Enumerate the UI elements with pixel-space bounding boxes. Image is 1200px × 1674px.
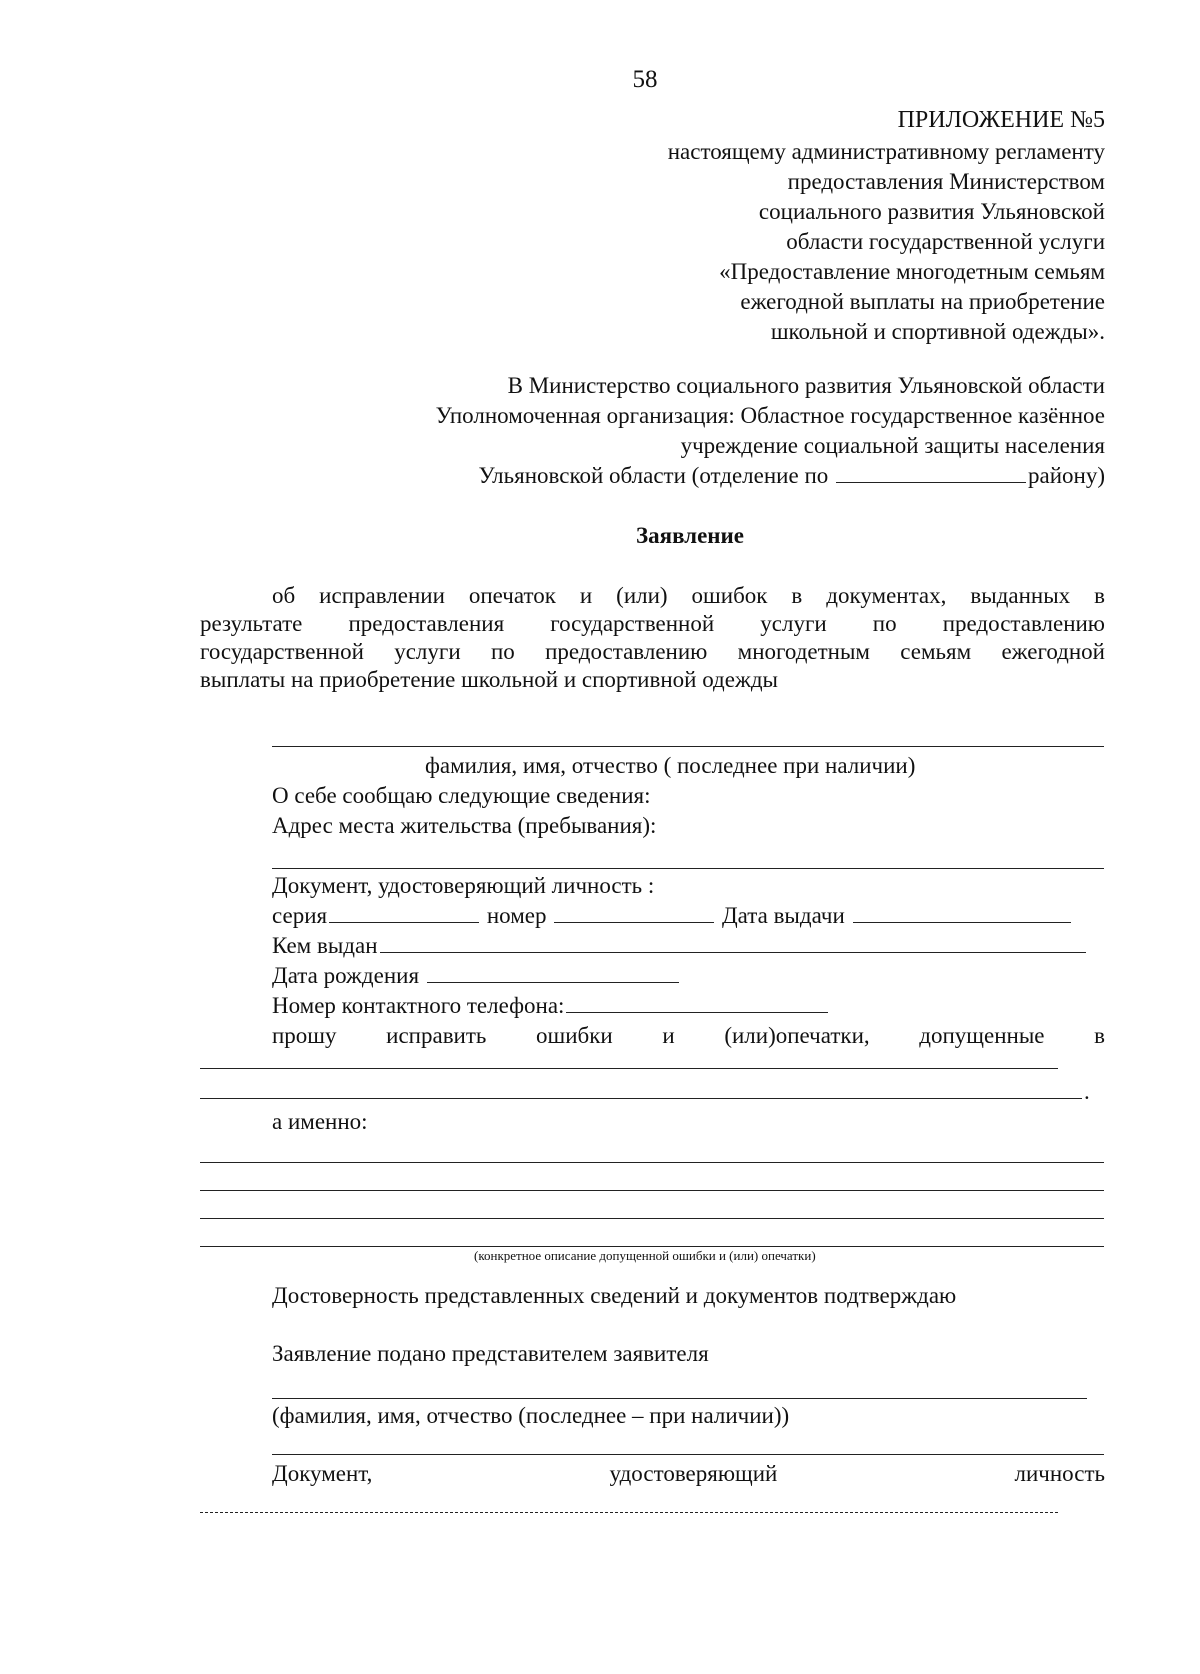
appendix-line: настоящему административному регламенту — [667, 139, 1105, 164]
intro-line: результате предоставления государственной услуги по предоставлению — [200, 611, 1105, 636]
request-field[interactable] — [200, 1098, 1082, 1099]
intro-line: государственной услуги по предоставлению многодетным семьям ежегодной — [200, 639, 1105, 664]
birth-date-field[interactable] — [427, 962, 679, 983]
appendix-line: школьной и спортивной одежды». — [770, 319, 1105, 344]
about-self-label: О себе сообщаю следующие сведения: — [272, 783, 651, 808]
phone-label: Номер контактного телефона: — [272, 993, 565, 1018]
issued-by-label: Кем выдан — [272, 933, 378, 958]
request-field[interactable] — [200, 1068, 1058, 1069]
issue-date-label: Дата выдачи — [721, 903, 845, 928]
birth-date-label: Дата рождения — [272, 963, 420, 988]
issued-by-row — [272, 932, 1088, 960]
representative-document-field[interactable] — [200, 1512, 1058, 1513]
series-field[interactable] — [329, 902, 479, 923]
description-field[interactable] — [200, 1190, 1104, 1191]
fio-caption: фамилия, имя, отчество ( последнее при наличии) — [425, 753, 916, 778]
birth-date-row — [272, 962, 681, 990]
appendix-line: социального развития Ульяновской — [758, 199, 1105, 224]
namely-label: а именно: — [272, 1109, 368, 1134]
id-document-label: Документ, удостоверяющий личность : — [272, 873, 655, 898]
representative-extra-field[interactable] — [272, 1454, 1104, 1455]
number-field[interactable] — [554, 902, 714, 923]
address-label: Адрес места жительства (пребывания): — [272, 813, 657, 838]
addressee-line: учреждение социальной защиты населения — [680, 433, 1105, 458]
appendix-line: области государственной услуги — [786, 229, 1105, 254]
issue-date-field[interactable] — [853, 902, 1071, 923]
page-number: 58 — [632, 66, 658, 93]
id-series-number-row — [272, 902, 1073, 930]
addressee-line4-suffix: району) — [1028, 463, 1105, 488]
addressee-line: В Министерство социального развития Ульяновской области — [507, 373, 1105, 398]
series-label: серия — [272, 903, 328, 928]
description-field[interactable] — [200, 1218, 1104, 1219]
intro-line: об исправлении опечаток и (или) ошибок в документах, выданных в — [272, 583, 1105, 608]
appendix-title: ПРИЛОЖЕНИЕ №5 — [897, 107, 1105, 133]
addressee-line4-prefix: Ульяновской области (отделение по — [478, 463, 829, 488]
phone-row — [272, 992, 830, 1020]
addressee-district-line — [478, 462, 1105, 490]
appendix-line: ежегодной выплаты на приобретение — [740, 289, 1105, 314]
address-field[interactable] — [272, 868, 1104, 869]
request-period: . — [1084, 1079, 1090, 1104]
representative-fio-field[interactable] — [272, 1398, 1087, 1399]
number-label: номер — [486, 903, 547, 928]
representative-document-line: Документ, удостоверяющий личность — [272, 1461, 1105, 1486]
document-heading: Заявление — [635, 523, 745, 548]
intro-line: выплаты на приобретение школьной и спортивной одежды — [200, 667, 778, 692]
request-line: прошу исправить ошибки и (или)опечатки, допущенные в — [272, 1023, 1105, 1048]
appendix-line: предоставления Министерством — [787, 169, 1105, 194]
district-blank[interactable] — [836, 462, 1026, 483]
addressee-line: Уполномоченная организация: Областное государственное казённое — [435, 403, 1105, 428]
description-caption: (конкретное описание допущенной ошибки и (или) опечатки) — [474, 1248, 816, 1263]
applicant-fio-field[interactable] — [272, 746, 1104, 747]
representative-fio-caption: (фамилия, имя, отчество (последнее – при наличии)) — [272, 1403, 790, 1428]
representative-text: Заявление подано представителем заявителя — [272, 1341, 709, 1366]
phone-field[interactable] — [566, 992, 828, 1013]
issued-by-field[interactable] — [380, 932, 1086, 953]
confirmation-text: Достоверность представленных сведений и документов подтверждаю — [272, 1283, 957, 1308]
description-field[interactable] — [200, 1162, 1104, 1163]
appendix-line: «Предоставление многодетным семьям — [719, 259, 1105, 284]
